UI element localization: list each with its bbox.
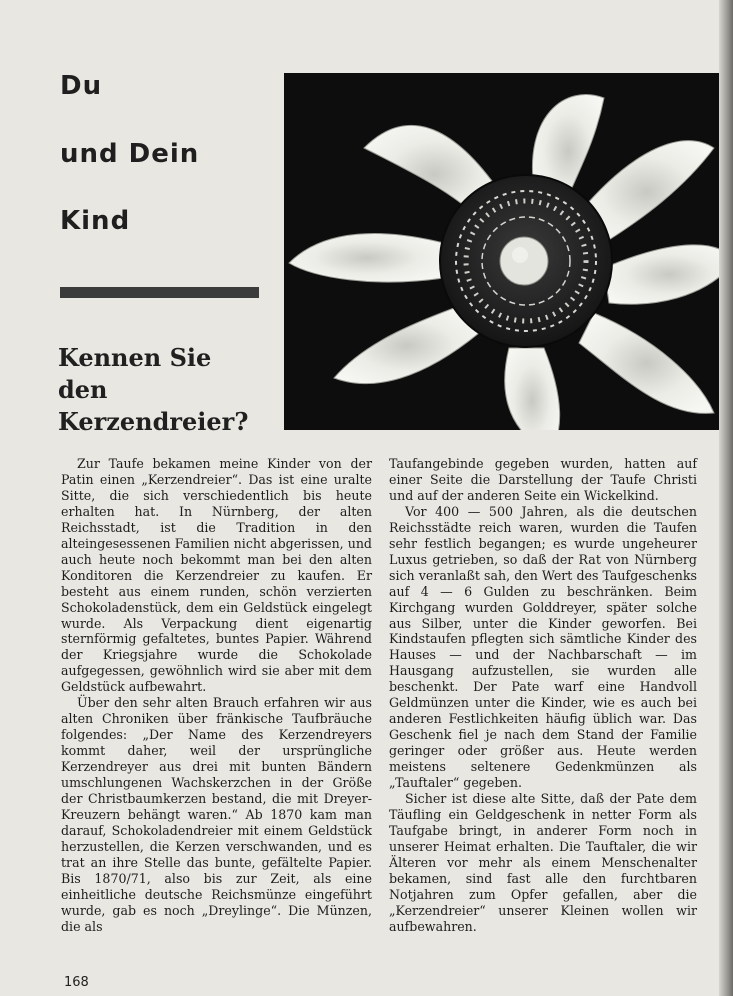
article-column-left xyxy=(61,456,372,935)
headline-line-1: Kennen Sie xyxy=(58,343,212,372)
page-number: 168 xyxy=(64,975,89,990)
headline-line-2: den xyxy=(58,375,108,404)
article-column-right xyxy=(389,456,697,935)
decorative-rule xyxy=(60,287,259,298)
left-paragraph-2: Über den sehr alten Brauch erfahren wir aus alten Chroniken über fränkische Taufbräuche folgendes: „Der Name des Kerzendreyers kommt daher, weil der ursprüngliche Kerzendreyer aus drei mit bunten Bändern umschlungenen Wachskerzchen in der Größe der Christbaumkerzen bestand, die mit Dreyer-Kreuzern behängt waren.“ Ab 1870 kam man darauf, Schokoladendreier mit einem Geldstück herzustellen, die Kerzen verschwanden, und es trat an ihre Stelle das bunte, gefältelte Papier. Bis 1870/71, also bis zur Zeit, als eine einheitliche deutsche Reichsmünze eingeführt wurde, gab es noch „Dreylinge“. Die Münzen, die als xyxy=(61,695,372,934)
series-title-du: Du xyxy=(60,71,103,101)
series-title-kind: Kind xyxy=(60,206,131,236)
star-wrapper-image xyxy=(284,73,730,430)
series-title-und-dein: und Dein xyxy=(60,139,200,169)
right-paragraph-2: Vor 400 — 500 Jahren, als die deutschen Reichsstädte reich waren, wurden die Taufen sehr festlich begangen; es wurde ungeheurer Luxus getrieben, so daß der Rat von Nürnberg sich veranlaßt sah, den Wert des Taufgeschenks auf 4 — 6 Gulden zu beschränken. Beim Kirchgang wurden Golddreyer, später solche aus Silber, unter die Kinder geworfen. Bei Kindstaufen pflegten sich sämtliche Kinder des Hauses — und der Nachbarschaft — im Hausgang aufzustellen, sie wurden alle beschenkt. Der Pate warf eine Handvoll Geldmünzen unter die Kinder, wie es auch bei anderen Festlichkeiten häufig üblich war. Das Geschenk fiel je nach dem Stand der Familie geringer oder größer aus. Heute werden meistens seltenere Gedenkmünzen als „Tauftaler“ gegeben. xyxy=(389,503,697,791)
page-binding-shadow xyxy=(719,0,733,996)
headline-line-3: Kerzendreier? xyxy=(58,407,249,436)
right-paragraph-1: Taufangebinde gegeben wurden, hatten auf einer Seite die Darstellung der Taufe Christi und auf der anderen Seite ein Wickelkind. xyxy=(389,456,697,503)
kerzendreier-photo xyxy=(284,73,730,430)
left-paragraph-1: Zur Taufe bekamen meine Kinder von der Patin einen „Kerzendreier“. Das ist eine uralte Sitte, die sich verschiedentlich bis heute erhalten hat. In Nürnberg, der alten Reichsstadt, ist die Tradition in den alteingesessenen Familien nicht abgerissen, und auch heute noch bekommt man bei den alten Konditoren die Kerzendreier zu kaufen. Er besteht aus einem runden, schön verzierten Schokoladenstück, dem ein Geldstück eingelegt wurde. Als Verpackung dient eigenartig sternförmig gefaltetes, buntes Papier. Während der Kriegsjahre wurde die Schokolade aufgegessen, gewöhnlich wird sie aber mit dem Geldstück aufbewahrt. xyxy=(61,456,372,695)
article-headline xyxy=(58,342,273,438)
right-paragraph-3: Sicher ist diese alte Sitte, daß der Pate dem Täufling ein Geldgeschenk in netter Form als Taufgabe bringt, in anderer Form noch in unserer Heimat erhalten. Die Tauftaler, die wir Älteren vor mehr als einem Menschenalter bekamen, sind fast alle den furchtbaren Notjahren zum Opfer gefallen, aber die „Kerzendreier“ unserer Kleinen wollen wir aufbewahren. xyxy=(389,791,697,934)
